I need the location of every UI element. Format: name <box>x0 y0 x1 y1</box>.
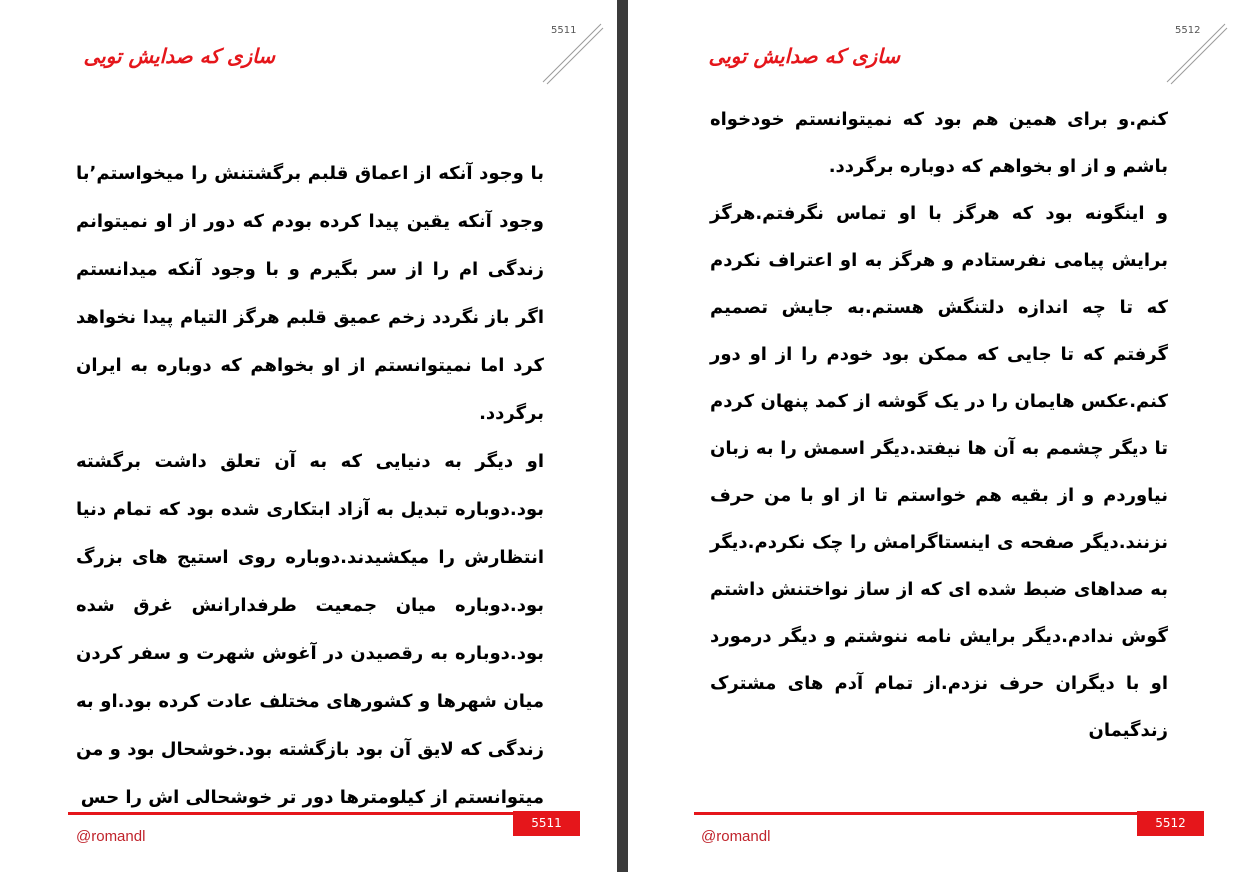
paragraph: او دیگر به دنیایی که به آن تعلق داشت برگشته بود.دوباره تبدیل به آزاد ابتکاری شده بود که تمام دنیا انتظارش را میکشیدند.دوباره روی استیج های بزرگ بود.دوباره میان جمعیت طرفدارانش غرق شده بود.دوباره به رقصیدن در آغوش شهرت و سفر کردن میان شهرها و کشورهای مختلف عادت کرده بود.او به زندگی که لایق آن بود بازگشته بود.خوشحال بود و من میتوانستم از کیلومترها دور تر خوشحالی اش را حس <box>76 451 544 808</box>
page-left <box>0 0 617 872</box>
footer-page-badge: 5512 <box>1137 811 1204 836</box>
page-right <box>628 0 1241 872</box>
page-number-top: 5512 <box>1175 25 1201 36</box>
corner-decoration <box>1165 22 1229 86</box>
footer-handle: @romandl <box>76 828 146 845</box>
paragraph: کنم.و برای همین هم بود که نمیتوانستم خودخواه باشم و از او بخواهم که دوباره برگردد. <box>710 109 1168 177</box>
paragraph: با وجود آنکه از اعماق قلبم برگشتنش را میخواستم٬با وجود آنکه یقین پیدا کرده بودم که دور از او نمیتوانم زندگی ام را از سر بگیرم و با وجود آنکه میدانستم اگر باز نگردد زخم عمیق قلبم هرگز التیام پیدا نخواهد کرد اما نمیتوانستم از او بخواهم که دوباره به ایران برگردد. <box>76 163 544 424</box>
paragraph: و اینگونه بود که هرگز با او تماس نگرفتم.هرگز برایش پیامی نفرستادم و هرگز به او اعتراف نکردم که تا چه اندازه دلتنگش هستم.به جایش تصمیم گرفتم که تا جایی که ممکن بود خودم را از او دور کنم.عکس هایمان را در یک گوشه از کمد پنهان کردم تا دیگر چشمم به آن ها نیفتد.دیگر اسمش را به زبان نیاوردم و از بقیه هم خواستم تا از او با من حرف نزنند.دیگر صفحه ی اینستاگرامش را چک نکردم.دیگر به صداهای ضبط شده ای که از ساز نواختنش داشتم گوش ندادم.دیگر برایش نامه ننوشتم و دیگر درمورد او با دیگران حرف نزدم.از تمام آدم های مشترک زندگیمان <box>710 203 1168 741</box>
footer-rule <box>694 812 1204 815</box>
footer-page-badge: 5511 <box>513 811 580 836</box>
page-number-top: 5511 <box>551 25 577 36</box>
corner-decoration <box>541 22 605 86</box>
book-title: سازی که صدایش تویی <box>83 44 275 68</box>
book-title: سازی که صدایش تویی <box>708 44 900 68</box>
footer-rule <box>68 812 580 815</box>
footer-handle: @romandl <box>701 828 771 845</box>
page-body <box>710 96 1168 754</box>
page-body <box>76 150 544 822</box>
